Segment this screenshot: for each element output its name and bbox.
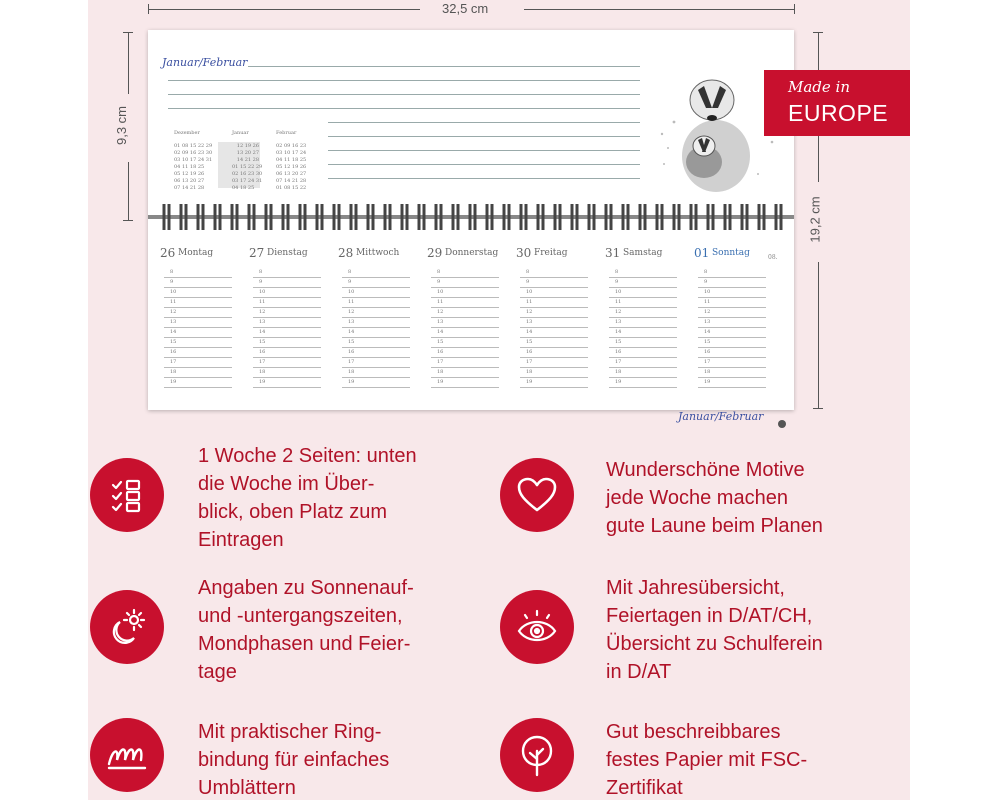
- hour-row: [609, 298, 677, 308]
- hour-row: [698, 328, 766, 338]
- hour-row: [164, 298, 232, 308]
- badger-illustration: [654, 64, 780, 204]
- hour-row: [698, 348, 766, 358]
- hour-label: 14: [170, 329, 177, 335]
- hour-row: [253, 358, 321, 368]
- hour-label: 13: [170, 319, 177, 325]
- hour-row: [698, 318, 766, 328]
- hour-label: 18: [348, 369, 355, 375]
- hour-row: [520, 338, 588, 348]
- hour-label: 12: [437, 309, 444, 315]
- badge-line2: EUROPE: [788, 100, 889, 126]
- height-small-label: 9,3 cm: [114, 105, 130, 146]
- hour-row: [164, 268, 232, 278]
- hour-row: [520, 358, 588, 368]
- hour-row: [698, 308, 766, 318]
- hour-label: 13: [526, 319, 533, 325]
- feature-text: 1 Woche 2 Seiten: unten die Woche im Über- blick, oben Platz zum Eintragen: [198, 445, 417, 551]
- week-number: 08.: [768, 254, 778, 261]
- hour-row: [253, 308, 321, 318]
- hour-label: 18: [259, 369, 266, 375]
- badge-line1: Made in: [788, 78, 851, 96]
- hour-label: 14: [348, 329, 355, 335]
- hour-label: 8: [704, 269, 708, 275]
- hour-row: [520, 308, 588, 318]
- hour-label: 16: [526, 349, 533, 355]
- day-column: 28 Mittwoch 8 9 10 11 12 13 14 15 16 17 18 19: [330, 232, 416, 402]
- hour-row: [520, 268, 588, 278]
- hour-label: 19: [348, 379, 355, 385]
- hour-label: 16: [437, 349, 444, 355]
- hour-label: 10: [348, 289, 355, 295]
- hour-label: 11: [348, 299, 355, 305]
- tree-icon: [500, 718, 574, 792]
- hour-label: 16: [348, 349, 355, 355]
- hour-row: [520, 278, 588, 288]
- hour-label: 17: [170, 359, 177, 365]
- hour-label: 10: [526, 289, 533, 295]
- hour-label: 8: [348, 269, 352, 275]
- mini-calendar-january: Januar 12 19 26 13 20 27 14 21 28 01 15 22 29 02 16 23 30 03 17 24 31 04 18 25: [232, 130, 263, 191]
- sun-moon-icon: [90, 590, 164, 664]
- hour-label: 8: [526, 269, 530, 275]
- hour-row: [342, 368, 410, 378]
- hour-label: 19: [704, 379, 711, 385]
- mini-calendar-february: Februar 02 09 16 23 03 10 17 24 04 11 18 25 05 12 19 26 06 13 20 27 07 14 21 28 01 08 15 22: [276, 130, 307, 191]
- hour-row: [609, 318, 677, 328]
- hour-label: 11: [615, 299, 622, 305]
- hour-row: [431, 358, 499, 368]
- hour-label: 19: [615, 379, 622, 385]
- checklist-icon: [90, 458, 164, 532]
- hour-row: [431, 278, 499, 288]
- hour-row: [609, 328, 677, 338]
- feature-text: Wunderschöne Motive jede Woche machen gute Laune beim Planen: [606, 459, 823, 537]
- hour-row: [698, 268, 766, 278]
- hour-row: [253, 348, 321, 358]
- hour-label: 13: [348, 319, 355, 325]
- hour-label: 9: [170, 279, 174, 285]
- hour-label: 13: [615, 319, 622, 325]
- feature-text: Mit Jahresübersicht, Feiertagen in D/AT/CH, Übersicht zu Schulferein in D/AT: [606, 577, 823, 683]
- hour-label: 16: [615, 349, 622, 355]
- hour-label: 12: [348, 309, 355, 315]
- hour-label: 18: [170, 369, 177, 375]
- feature-text: Angaben zu Sonnenauf- und -untergangszeiten, Mondphasen und Feier- tage: [198, 577, 414, 683]
- hour-label: 10: [259, 289, 266, 295]
- hour-label: 11: [526, 299, 533, 305]
- hour-row: [609, 368, 677, 378]
- hour-row: [342, 288, 410, 298]
- height-full-label: 19,2 cm: [807, 196, 823, 243]
- hour-label: 8: [437, 269, 441, 275]
- notes-panel: [148, 30, 794, 202]
- hour-row: [342, 298, 410, 308]
- hour-label: 13: [437, 319, 444, 325]
- hour-row: [342, 318, 410, 328]
- day-column: 01 Sonntag 8 9 10 11 12 13 14 15 16 17 18 19: [686, 232, 772, 402]
- spiral-binding-icon: [90, 718, 164, 792]
- hour-label: 16: [259, 349, 266, 355]
- hour-label: 17: [437, 359, 444, 365]
- hour-row: [520, 288, 588, 298]
- hour-label: 9: [259, 279, 263, 285]
- hour-row: [520, 318, 588, 328]
- hour-label: 15: [170, 339, 177, 345]
- hour-label: 15: [259, 339, 266, 345]
- hour-row: [164, 348, 232, 358]
- hour-row: [164, 308, 232, 318]
- hour-row: [342, 328, 410, 338]
- hour-label: 19: [259, 379, 266, 385]
- hour-label: 9: [348, 279, 352, 285]
- hour-label: 19: [170, 379, 177, 385]
- hour-row: [431, 338, 499, 348]
- hour-row: [253, 338, 321, 348]
- top-month-title: Januar/Februar: [162, 56, 248, 69]
- hour-row: [342, 348, 410, 358]
- feature-text: Gut beschreibbares festes Papier mit FSC- Zertifikat: [606, 721, 808, 799]
- hour-label: 18: [704, 369, 711, 375]
- hour-label: 14: [259, 329, 266, 335]
- hour-row: [431, 288, 499, 298]
- brand-dot-icon: [778, 420, 786, 428]
- hour-label: 19: [437, 379, 444, 385]
- hour-row: [164, 378, 232, 388]
- hour-label: 14: [526, 329, 533, 335]
- hour-row: [164, 318, 232, 328]
- hour-label: 10: [437, 289, 444, 295]
- hour-label: 9: [437, 279, 441, 285]
- hour-label: 18: [437, 369, 444, 375]
- hour-row: [431, 328, 499, 338]
- hour-row: [431, 308, 499, 318]
- hour-row: [609, 378, 677, 388]
- hour-label: 17: [526, 359, 533, 365]
- day-column: 31 Samstag 8 9 10 11 12 13 14 15 16 17 18 19: [597, 232, 683, 402]
- hour-label: 8: [259, 269, 263, 275]
- day-column: 29 Donnerstag 8 9 10 11 12 13 14 15 16 17 18 19: [419, 232, 505, 402]
- hour-label: 16: [704, 349, 711, 355]
- hour-row: [253, 328, 321, 338]
- hour-row: [164, 368, 232, 378]
- day-column: 30 Freitag 8 9 10 11 12 13 14 15 16 17 18 19: [508, 232, 594, 402]
- hour-label: 10: [704, 289, 711, 295]
- hour-label: 9: [704, 279, 708, 285]
- hour-row: [609, 358, 677, 368]
- hour-row: [698, 368, 766, 378]
- hour-label: 11: [170, 299, 177, 305]
- hour-label: 14: [615, 329, 622, 335]
- hour-label: 15: [704, 339, 711, 345]
- hour-row: [698, 298, 766, 308]
- mini-calendar-december: Dezember 01 08 15 22 29 02 09 16 23 30 03 10 17 24 31 04 11 18 25 05 12 19 26 06 13 20 27 07 14 21 28: [174, 130, 213, 191]
- hour-label: 12: [526, 309, 533, 315]
- hour-row: [342, 358, 410, 368]
- hour-label: 12: [170, 309, 177, 315]
- hour-row: [609, 268, 677, 278]
- hour-label: 15: [526, 339, 533, 345]
- width-label: 32,5 cm: [442, 1, 489, 16]
- hour-label: 11: [437, 299, 444, 305]
- hour-row: [253, 298, 321, 308]
- hour-label: 13: [704, 319, 711, 325]
- hour-label: 11: [704, 299, 711, 305]
- hour-label: 9: [526, 279, 530, 285]
- hour-row: [253, 268, 321, 278]
- hour-label: 12: [704, 309, 711, 315]
- hour-label: 11: [259, 299, 266, 305]
- hour-label: 14: [704, 329, 711, 335]
- week-panel: [148, 232, 794, 423]
- hour-label: 17: [348, 359, 355, 365]
- hour-row: [342, 338, 410, 348]
- bottom-month-title: Januar/Februar: [678, 410, 764, 423]
- heart-icon: [500, 458, 574, 532]
- hour-row: [609, 308, 677, 318]
- hour-row: [698, 378, 766, 388]
- eye-icon: [500, 590, 574, 664]
- spiral-binding: [148, 202, 794, 232]
- hour-label: 9: [615, 279, 619, 285]
- day-column: 27 Dienstag 8 9 10 11 12 13 14 15 16 17 18 19: [241, 232, 327, 402]
- hour-row: [431, 368, 499, 378]
- hour-row: [164, 328, 232, 338]
- hour-row: [164, 278, 232, 288]
- feature-text: Mit praktischer Ring- bindung für einfaches Umblättern: [198, 721, 390, 799]
- day-column: 26 Montag 8 9 10 11 12 13 14 15 16 17 18 19: [152, 232, 238, 402]
- hour-row: [609, 278, 677, 288]
- hour-label: 10: [615, 289, 622, 295]
- hour-label: 17: [259, 359, 266, 365]
- hour-row: [431, 268, 499, 278]
- hour-row: [520, 368, 588, 378]
- hour-row: [253, 368, 321, 378]
- hour-row: [431, 298, 499, 308]
- hour-label: 17: [704, 359, 711, 365]
- hour-row: [609, 288, 677, 298]
- hour-label: 14: [437, 329, 444, 335]
- hour-label: 8: [170, 269, 174, 275]
- hour-label: 12: [259, 309, 266, 315]
- hour-row: [253, 378, 321, 388]
- hour-label: 17: [615, 359, 622, 365]
- hour-row: [698, 338, 766, 348]
- hour-row: [698, 278, 766, 288]
- hour-label: 15: [615, 339, 622, 345]
- hour-label: 18: [615, 369, 622, 375]
- hour-row: [342, 308, 410, 318]
- hour-label: 12: [615, 309, 622, 315]
- hour-row: [520, 348, 588, 358]
- hour-row: [164, 288, 232, 298]
- desk-calendar-image: [148, 30, 794, 423]
- hour-row: [342, 278, 410, 288]
- hour-row: [164, 358, 232, 368]
- hour-row: [431, 348, 499, 358]
- hour-row: [520, 298, 588, 308]
- hour-row: [431, 378, 499, 388]
- hour-row: [520, 328, 588, 338]
- hour-label: 10: [170, 289, 177, 295]
- hour-row: [253, 318, 321, 328]
- hour-row: [164, 338, 232, 348]
- hour-label: 19: [526, 379, 533, 385]
- hour-label: 16: [170, 349, 177, 355]
- hour-row: [342, 378, 410, 388]
- hour-label: 8: [615, 269, 619, 275]
- hour-row: [431, 318, 499, 328]
- hour-row: [253, 278, 321, 288]
- made-in-europe-badge: [764, 70, 910, 136]
- hour-row: [698, 358, 766, 368]
- hour-label: 15: [348, 339, 355, 345]
- hour-label: 15: [437, 339, 444, 345]
- hour-row: [253, 288, 321, 298]
- hour-row: [609, 338, 677, 348]
- hour-label: 13: [259, 319, 266, 325]
- hour-row: [342, 268, 410, 278]
- hour-label: 18: [526, 369, 533, 375]
- hour-row: [609, 348, 677, 358]
- hour-row: [520, 378, 588, 388]
- hour-row: [698, 288, 766, 298]
